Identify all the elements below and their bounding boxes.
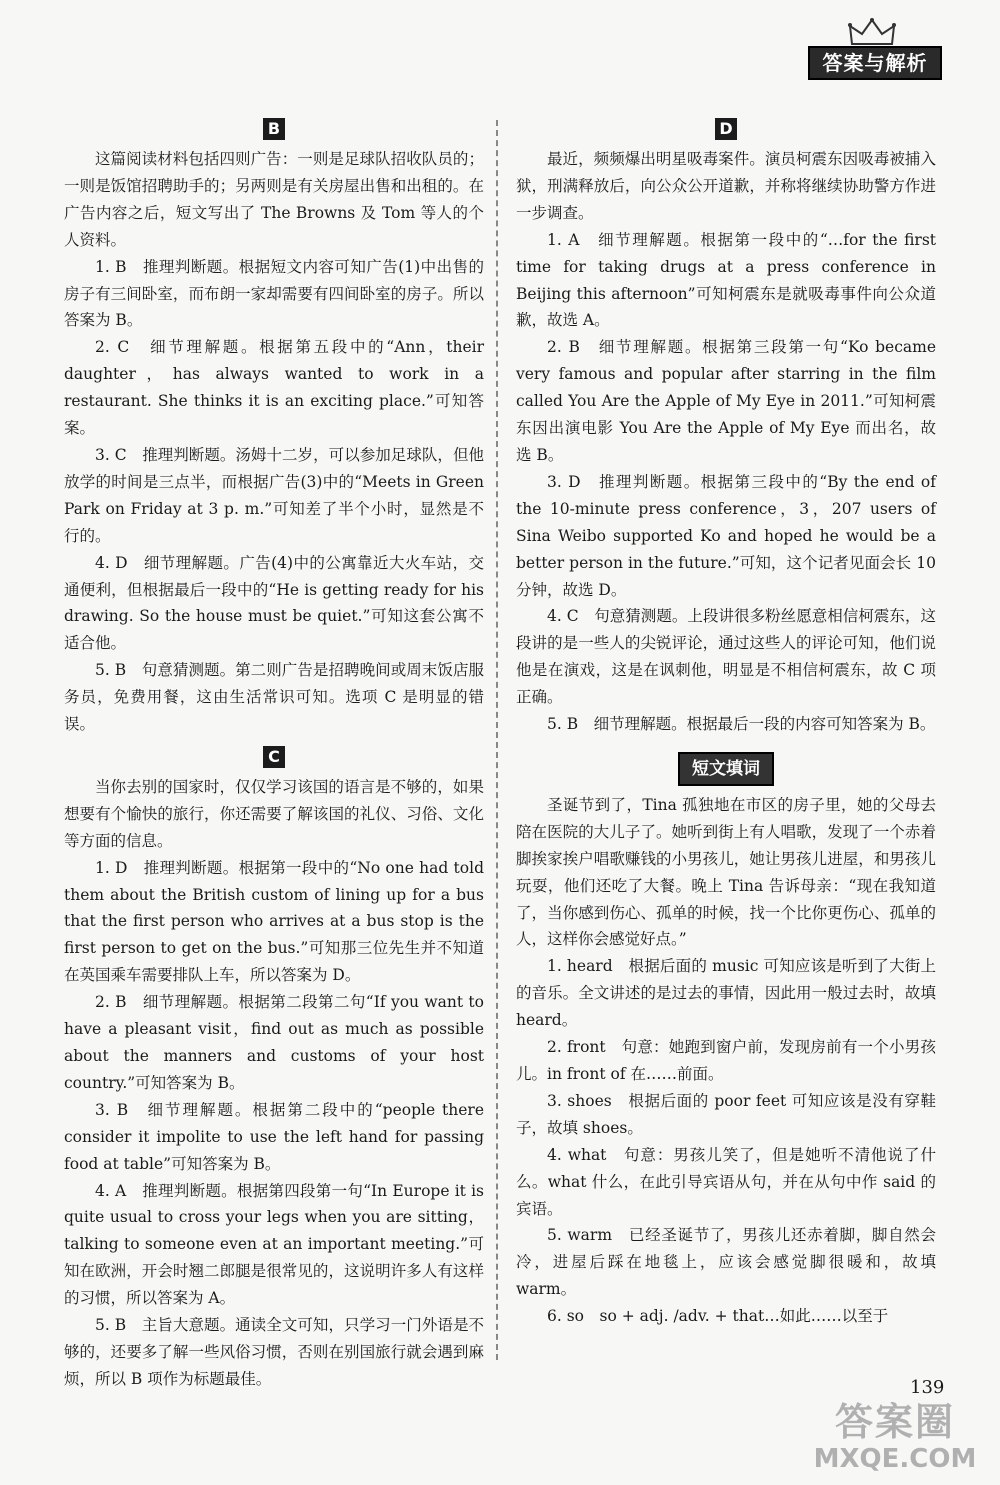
fill-section-banner: 短文填词 [678, 752, 774, 786]
fill-item: 2. front 句意：她跑到窗户前，发现房前有一个小男孩儿。in front of 在……前面。 [516, 1038, 936, 1083]
section-c-item: 4. A 推理判断题。根据第四段第一句“In Europe it is quite usual to cross your legs when you are sitting，talking to someone even at an important meeting.”可知在欧洲，开会时翘二郎腿是很常见的，这说明许多人有这样的习惯，所以答案为 A。 [64, 1181, 484, 1308]
fill-intro: 圣诞节到了，Tina 孤独地在市区的房子里，她的父母去陪在医院的大儿子了。她听到街上有人唱歌，发现了一个赤着脚挨家挨户唱歌赚钱的小男孩儿，她让男孩儿进屋，和男孩儿玩耍，他们还吃了大餐。晚上 Tina 告诉母亲：“现在我知道了，当你感到伤心、孤单的时候，找一个比你更伤心、孤单的人，这样你会感觉好点。” [516, 795, 936, 949]
section-b-item: 3. C 推理判断题。汤姆十二岁，可以参加足球队，但他放学的时间是三点半，而根据广告(3)中的“Meets in Green Park on Friday at 3 p. m.”可知差了半个小时，显然是不行的。 [64, 445, 484, 545]
left-column [64, 110, 484, 1393]
watermark-top: 答案圈 [834, 1400, 955, 1444]
header-logo [808, 18, 938, 80]
watermark-logo [800, 1400, 990, 1478]
section-b-item: 4. D 细节理解题。广告(4)中的公寓靠近大火车站，交通便利，但根据最后一段中的“He is getting ready for his drawing. So the house must be quiet.”可知这套公寓不适合他。 [64, 553, 484, 653]
section-b-marker: B [263, 118, 285, 140]
section-c-marker: C [263, 746, 285, 768]
fill-banner-wrap [516, 752, 936, 786]
section-d-item: 4. C 句意猜测题。上段讲很多粉丝愿意相信柯震东，这段讲的是一些人的尖锐评论，通过这些人的评论可知，他们说他是在演戏，这是在讽刺他，明显是不相信柯震东，故 C 项正确。 [516, 607, 936, 707]
logo-banner: 答案与解析 [808, 46, 942, 80]
fill-item: 6. so so + adj. /adv. + that…如此……以至于 [547, 1307, 889, 1326]
page-number: 139 [910, 1377, 945, 1398]
fill-item: 4. what 句意：男孩儿笑了，但是她听不清他说了什么。what 什么，在此引导宾语从句，并在从句中作 said 的宾语。 [516, 1145, 936, 1218]
section-c-item: 2. B 细节理解题。根据第二段第二句“If you want to have a pleasant visit，find out as much as possible about the manners and customs of your host country.”可知答案为 B。 [64, 993, 484, 1092]
section-c-intro: 当你去别的国家时，仅仅学习该国的语言是不够的，如果想要有个愉快的旅行，你还需要了解该国的礼仪、习俗、文化等方面的信息。 [64, 777, 484, 850]
watermark-bottom: MXQE.COM [813, 1444, 977, 1474]
section-c-item: 5. B 主旨大意题。通读全文可知，只学习一门外语是不够的，还要多了解一些风俗习惯，否则在别国旅行就会遇到麻烦，所以 B 项作为标题最佳。 [64, 1316, 484, 1388]
section-b-item: 5. B 句意猜测题。第二则广告是招聘晚间或周末饭店服务员，免费用餐，这由生活常识可知。选项 C 是明显的错误。 [64, 661, 484, 734]
right-column [516, 110, 936, 1330]
section-b-item: 2. C 细节理解题。根据第五段中的“Ann，their daughter，has always wanted to work in a restaurant. She thinks it is an exciting place.”可知答案。 [64, 338, 484, 438]
fill-item: 5. warm 已经圣诞节了，男孩儿还赤着脚，脚自然会冷，进屋后踩在地毯上，应该会感觉脚很暖和，故填 warm。 [516, 1226, 936, 1299]
fill-item: 1. heard 根据后面的 music 可知应该是听到了大街上的音乐。全文讲述的是过去的事情，因此用一般过去时，故填 heard。 [516, 957, 936, 1030]
fill-item: 3. shoes 根据后面的 poor feet 可知应该是没有穿鞋子，故填 shoes。 [516, 1091, 936, 1137]
section-d-item: 2. B 细节理解题。根据第三段第一句“Ko became very famous and popular after starring in the film called You Are the Apple of My Eye in 2011.”可知柯震东因出演电影 You Are the Apple of My Eye 而出名，故选 B。 [516, 338, 936, 464]
column-divider [496, 120, 498, 1360]
section-d-item: 5. B 细节理解题。根据最后一段的内容可知答案为 B。 [547, 715, 936, 734]
section-d-marker: D [715, 118, 737, 140]
section-d-item: 1. A 细节理解题。根据第一段中的“…for the first time for taking drugs at a press conference in Beijing this afternoon”可知柯震东是就吸毒事件向公众道歉，故选 A。 [516, 230, 936, 330]
section-b-item: 1. B 推理判断题。根据短文内容可知广告(1)中出售的房子有三间卧室，而布朗一家却需要有四间卧室的房子。所以答案为 B。 [64, 257, 484, 330]
section-c-item: 1. D 推理判断题。根据第一段中的“No one had told them about the British custom of lining up for a bus that the first person who arrives at a bus stop is the first person to get on the bus.”可知那三位先生并不知道在英国乘车需要排队上车，所以答案为 D。 [64, 858, 484, 985]
section-d-intro: 最近，频频爆出明星吸毒案件。演员柯震东因吸毒被捕入狱，刑满释放后，向公众公开道歉，并称将继续协助警方作进一步调查。 [516, 150, 936, 222]
section-d-item: 3. D 推理判断题。根据第三段中的“By the end of the 10-minute press conference，3，207 users of Sina Weibo supported Ko and hoped he would be a better person in the future.”可知，这个记者见面会长 10 分钟，故选 D。 [516, 472, 936, 599]
section-b-intro: 这篇阅读材料包括四则广告：一则是足球队招收队员的；一则是饭馆招聘助手的；另两则是有关房屋出售和出租的。在广告内容之后，短文写出了 The Browns 及 Tom 等人的个人资料。 [64, 150, 484, 249]
section-c-item: 3. B 细节理解题。根据第二段中的“people there consider it impolite to use the left hand for passing food at table”可知答案为 B。 [64, 1100, 484, 1173]
crown-icon [848, 18, 896, 46]
